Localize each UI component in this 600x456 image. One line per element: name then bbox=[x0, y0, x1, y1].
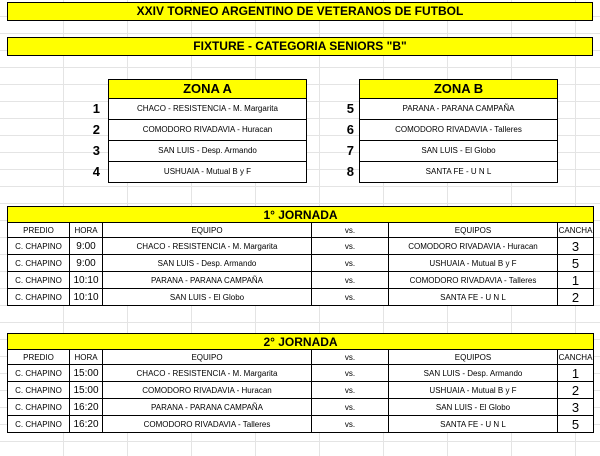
table-row bbox=[8, 365, 594, 382]
table-row bbox=[8, 416, 594, 433]
home-team-cell: CHACO - RESISTENCIA - M. Margarita bbox=[103, 238, 312, 255]
zona-a-num-1: 1 bbox=[92, 101, 100, 116]
table-row bbox=[8, 289, 594, 306]
jornada-2-header-row bbox=[8, 350, 594, 365]
zona-b-box bbox=[359, 79, 558, 183]
hora-cell: 10:10 bbox=[70, 272, 103, 289]
home-team-cell: SAN LUIS - Desp. Armando bbox=[103, 255, 312, 272]
zona-a-team-1: CHACO - RESISTENCIA - M. Margarita bbox=[109, 99, 306, 120]
jornada-2-table bbox=[7, 333, 594, 433]
home-team-cell: SAN LUIS - El Globo bbox=[103, 289, 312, 306]
col-predio: PREDIO bbox=[8, 350, 70, 365]
cancha-cell: 3 bbox=[558, 399, 594, 416]
col-equipo: EQUIPO bbox=[103, 350, 312, 365]
zona-a-num-4: 4 bbox=[92, 164, 100, 179]
hora-cell: 9:00 bbox=[70, 238, 103, 255]
vs-cell: vs. bbox=[312, 399, 389, 416]
vs-cell: vs. bbox=[312, 238, 389, 255]
vs-cell: vs. bbox=[312, 255, 389, 272]
home-team-cell: COMODORO RIVADAVIA - Huracan bbox=[103, 382, 312, 399]
jornada-2-title: 2° JORNADA bbox=[8, 334, 594, 350]
away-team-cell: COMODORO RIVADAVIA - Huracan bbox=[389, 238, 558, 255]
col-hora: HORA bbox=[70, 350, 103, 365]
col-vs: vs. bbox=[312, 223, 389, 238]
zona-a-team-4: USHUAIA - Mutual B y F bbox=[109, 162, 306, 182]
cancha-cell: 1 bbox=[558, 272, 594, 289]
zona-b-team-6: COMODORO RIVADAVIA - Talleres bbox=[360, 120, 557, 141]
predio-cell: C. CHAPINO bbox=[8, 255, 70, 272]
col-cancha: CANCHA bbox=[558, 350, 594, 365]
predio-cell: C. CHAPINO bbox=[8, 289, 70, 306]
zona-a-team-3: SAN LUIS - Desp. Armando bbox=[109, 141, 306, 162]
tournament-title: XXIV TORNEO ARGENTINO DE VETERANOS DE FUTBOL bbox=[7, 2, 593, 21]
cancha-cell: 2 bbox=[558, 289, 594, 306]
cancha-cell: 5 bbox=[558, 416, 594, 433]
col-hora: HORA bbox=[70, 223, 103, 238]
jornada-1-table bbox=[7, 206, 594, 306]
away-team-cell: SANTA FE - U N L bbox=[389, 416, 558, 433]
cancha-cell: 3 bbox=[558, 238, 594, 255]
away-team-cell: SAN LUIS - Desp. Armando bbox=[389, 365, 558, 382]
vs-cell: vs. bbox=[312, 416, 389, 433]
zona-b-num-5: 5 bbox=[346, 101, 354, 116]
table-row bbox=[8, 255, 594, 272]
col-predio: PREDIO bbox=[8, 223, 70, 238]
col-equipo: EQUIPO bbox=[103, 223, 312, 238]
home-team-cell: PARANA - PARANA CAMPAÑA bbox=[103, 399, 312, 416]
cancha-cell: 1 bbox=[558, 365, 594, 382]
table-row bbox=[8, 238, 594, 255]
hora-cell: 10:10 bbox=[70, 289, 103, 306]
zona-b-title: ZONA B bbox=[360, 80, 557, 99]
zona-a-num-2: 2 bbox=[92, 122, 100, 137]
col-equipos: EQUIPOS bbox=[389, 350, 558, 365]
away-team-cell: COMODORO RIVADAVIA - Talleres bbox=[389, 272, 558, 289]
predio-cell: C. CHAPINO bbox=[8, 399, 70, 416]
cancha-cell: 5 bbox=[558, 255, 594, 272]
table-row bbox=[8, 399, 594, 416]
away-team-cell: SANTA FE - U N L bbox=[389, 289, 558, 306]
zona-a-num-3: 3 bbox=[92, 143, 100, 158]
zona-b-team-8: SANTA FE - U N L bbox=[360, 162, 557, 182]
hora-cell: 9:00 bbox=[70, 255, 103, 272]
jornada-1-title: 1° JORNADA bbox=[8, 207, 594, 223]
fixture-subtitle: FIXTURE - CATEGORIA SENIORS "B" bbox=[7, 37, 593, 56]
hora-cell: 16:20 bbox=[70, 399, 103, 416]
jornada-1-header-row bbox=[8, 223, 594, 238]
away-team-cell: SAN LUIS - El Globo bbox=[389, 399, 558, 416]
zona-b-num-6: 6 bbox=[346, 122, 354, 137]
zona-a-title: ZONA A bbox=[109, 80, 306, 99]
col-cancha: CANCHA bbox=[558, 223, 594, 238]
home-team-cell: COMODORO RIVADAVIA - Talleres bbox=[103, 416, 312, 433]
cancha-cell: 2 bbox=[558, 382, 594, 399]
col-equipos: EQUIPOS bbox=[389, 223, 558, 238]
zona-a-team-2: COMODORO RIVADAVIA - Huracan bbox=[109, 120, 306, 141]
away-team-cell: USHUAIA - Mutual B y F bbox=[389, 382, 558, 399]
away-team-cell: USHUAIA - Mutual B y F bbox=[389, 255, 558, 272]
table-row bbox=[8, 272, 594, 289]
table-row bbox=[8, 382, 594, 399]
hora-cell: 15:00 bbox=[70, 365, 103, 382]
vs-cell: vs. bbox=[312, 289, 389, 306]
predio-cell: C. CHAPINO bbox=[8, 416, 70, 433]
home-team-cell: CHACO - RESISTENCIA - M. Margarita bbox=[103, 365, 312, 382]
hora-cell: 15:00 bbox=[70, 382, 103, 399]
zona-b-num-8: 8 bbox=[346, 164, 354, 179]
vs-cell: vs. bbox=[312, 365, 389, 382]
home-team-cell: PARANA - PARANA CAMPAÑA bbox=[103, 272, 312, 289]
zona-b-num-7: 7 bbox=[346, 143, 354, 158]
zona-a-box bbox=[108, 79, 307, 183]
vs-cell: vs. bbox=[312, 382, 389, 399]
predio-cell: C. CHAPINO bbox=[8, 382, 70, 399]
zona-b-team-7: SAN LUIS - El Globo bbox=[360, 141, 557, 162]
col-vs: vs. bbox=[312, 350, 389, 365]
zona-b-team-5: PARANA - PARANA CAMPAÑA bbox=[360, 99, 557, 120]
predio-cell: C. CHAPINO bbox=[8, 365, 70, 382]
predio-cell: C. CHAPINO bbox=[8, 238, 70, 255]
vs-cell: vs. bbox=[312, 272, 389, 289]
hora-cell: 16:20 bbox=[70, 416, 103, 433]
predio-cell: C. CHAPINO bbox=[8, 272, 70, 289]
